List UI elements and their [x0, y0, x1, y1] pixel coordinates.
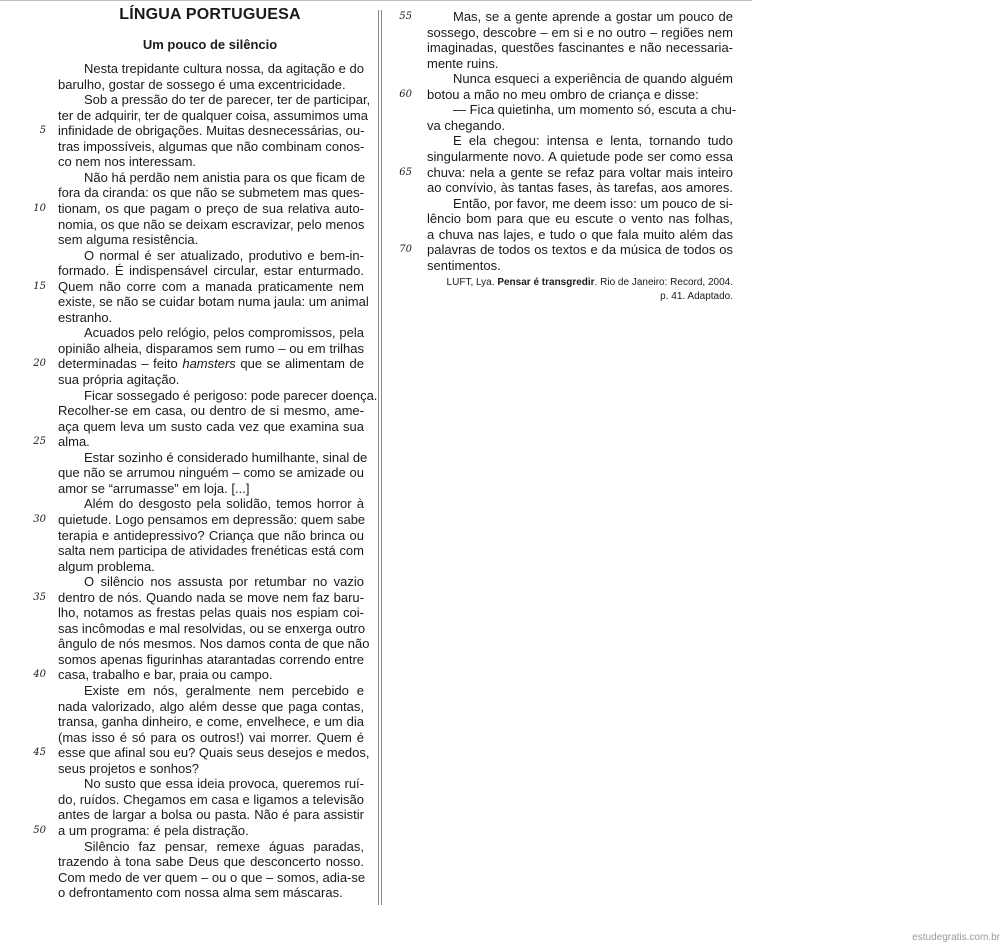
text-line: botou a mão no meu ombro de criança e disse:	[427, 87, 699, 102]
citation-publisher: . Rio de Janeiro: Record, 2004.	[594, 277, 733, 288]
text-line: algum problema.	[58, 559, 155, 574]
text-line: nada valorizado, algo além desse que paga contas,	[58, 699, 364, 714]
line-number: 35	[33, 592, 46, 603]
line-number: 15	[33, 281, 46, 292]
text-line: salta nem participa de atividades frenéticas está com	[58, 543, 364, 558]
text-line: Nunca esqueci a experiência de quando alguém	[453, 71, 733, 86]
text-line: lêncio bom para que eu escute o vento nas folhas,	[427, 211, 733, 226]
text-line: Silêncio faz pensar, remexe águas paradas,	[84, 839, 364, 854]
text-line: casa, trabalho e bar, praia ou campo.	[58, 667, 273, 682]
text-line: Recolher-se em casa, ou dentro de si mesmo, ame-	[58, 403, 364, 418]
text-line: (mas isso é só para os outros!) vai morrer. Quem é	[58, 730, 364, 745]
citation	[427, 276, 733, 290]
text-line: transa, ganha dinheiro, e come, envelhece, e um dia	[58, 714, 364, 729]
text-line: a um programa: é pela distração.	[58, 823, 249, 838]
line-number: 30	[33, 514, 46, 525]
text-line: sossego, descobre – em si e no outro – regiões nem	[427, 25, 733, 40]
text-line: sem alguma resistência.	[58, 232, 199, 247]
text-line: nomia, os que não se deixam escravizar, pelo menos	[58, 217, 365, 232]
text-line: Então, por favor, me deem isso: um pouco de si-	[453, 196, 733, 211]
text-line: opinião alheia, disparamos sem rumo – ou em trilhas	[58, 341, 364, 356]
text-line: aça quem leva um susto cada vez que examina sua	[58, 419, 364, 434]
line-number: 55	[399, 11, 412, 22]
watermark: estudegratis.com.br	[912, 932, 1000, 943]
text-line: singularmente novo. A quietude pode ser como essa	[427, 149, 733, 164]
text-line: que não se arrumou ninguém – como se amizade ou	[58, 465, 364, 480]
text-line: imaginadas, questões fascinantes e não necessaria-	[427, 40, 733, 55]
text-line: mente ruins.	[427, 56, 499, 71]
line-number: 5	[39, 125, 46, 136]
text-line: Além do desgosto pela solidão, temos horror à	[84, 496, 364, 511]
text-line: sas incômodas e mal resolvidas, ou se enxerga outro	[58, 621, 366, 636]
text-line: ângulo de nós mesmos. Nos damos conta de que não	[58, 636, 370, 651]
text-line: No susto que essa ideia provoca, queremos ruí-	[84, 776, 364, 791]
text-line: o defrontamento com nossa alma sem máscaras.	[58, 885, 343, 900]
text-line: Mas, se a gente aprende a gostar um pouco de	[453, 9, 733, 24]
text-line: chuva: nela a gente se refaz para voltar mais inteiro	[427, 165, 733, 180]
text-line: Existe em nós, geralmente nem percebido e	[84, 683, 364, 698]
text-line: O silêncio nos assusta por retumbar no vazio	[84, 574, 364, 589]
text-line: estranho.	[58, 310, 113, 325]
citation-page: p. 41. Adaptado.	[660, 291, 733, 302]
text-line: va chegando.	[427, 118, 506, 133]
text-line: Não há perdão nem anistia para os que ficam de	[84, 170, 366, 185]
text-line: Estar sozinho é considerado humilhante, sinal de	[84, 450, 368, 465]
line-number: 20	[33, 358, 46, 369]
text-line: E ela chegou: intensa e lenta, tornando tudo	[453, 133, 733, 148]
text-line: amor se “arrumasse” em loja. [...]	[58, 481, 250, 496]
text-line: Quem não corre com a manada praticamente nem	[58, 279, 364, 294]
text-line: seus projetos e sonhos?	[58, 761, 199, 776]
citation-author: LUFT, Lya.	[446, 277, 498, 288]
text-line: infinidade de obrigações. Muitas desnecessárias, ou-	[58, 123, 365, 138]
text-line: barulho, gostar de sossego é uma excentricidade.	[58, 77, 346, 92]
text-line: formado. É indispensável circular, estar enturmado.	[58, 263, 364, 278]
line-number: 45	[33, 747, 46, 758]
line-number: 60	[399, 89, 412, 100]
text-line: Nesta trepidante cultura nossa, da agitação e do	[84, 61, 364, 76]
line-number: 70	[399, 244, 412, 255]
text-line: palavras de todos os textos e da música de todos os	[427, 242, 733, 257]
text-line: Sob a pressão do ter de parecer, ter de participar,	[84, 92, 371, 107]
line-number: 65	[399, 167, 412, 178]
text-title: Um pouco de silêncio	[142, 37, 278, 52]
text-line: tionam, os que pagam o preço de sua relativa auto-	[58, 201, 364, 216]
top-rule	[0, 0, 752, 1]
text-line: trazendo à tona sabe Deus que desconcerto nosso.	[58, 854, 364, 869]
text-line: O normal é ser atualizado, produtivo e bem-in-	[84, 248, 364, 263]
text-line: Ficar sossegado é perigoso: pode parecer doença.	[84, 388, 378, 403]
text-line: determinadas – feito hamsters que se alimentam de	[58, 356, 365, 371]
line-number: 10	[33, 203, 46, 214]
text-line: tras impossíveis, algumas que não combinam conos-	[58, 139, 365, 154]
text-line: Com medo de ver quem – ou o que – somos, adia-se	[58, 870, 366, 885]
text-line: existe, se não se cuidar botam numa jaula: um animal	[58, 294, 369, 309]
text-line: alma.	[58, 434, 90, 449]
text-line: quietude. Logo pensamos em depressão: quem sabe	[58, 512, 366, 527]
text-line: somos apenas figurinhas atarantadas correndo entre	[58, 652, 364, 667]
column-divider	[378, 10, 382, 905]
text-line: co nem nos interessam.	[58, 154, 197, 169]
line-number: 25	[33, 436, 46, 447]
page-title: LÍNGUA PORTUGUESA	[119, 6, 301, 23]
text-line: lho, notamos as frestas pelas quais nos espiam coi-	[58, 605, 364, 620]
text-line: Acuados pelo relógio, pelos compromissos, pela	[84, 325, 364, 340]
line-number: 40	[33, 669, 46, 680]
text-line: antes de largar a bolsa ou pasta. Não é para assistir	[58, 807, 364, 822]
text-line: a chuva nas lajes, e tudo o que fala muito além das	[427, 227, 733, 242]
text-line: ao convívio, às tantas fases, às tarefas, aos amores.	[427, 180, 733, 195]
text-line: sentimentos.	[427, 258, 501, 273]
text-line: — Fica quietinha, um momento só, escuta a chu-	[453, 102, 737, 117]
text-line: sua própria agitação.	[58, 372, 180, 387]
text-line: dentro de nós. Quando nada se move nem faz baru-	[58, 590, 364, 605]
text-line: do, ruídos. Chegamos em casa e ligamos a televisão	[58, 792, 364, 807]
text-line: terapia e antidepressivo? Criança que não brinca ou	[58, 528, 364, 543]
citation-work: Pensar é transgredir	[497, 277, 595, 288]
text-line: fora da ciranda: os que não se submetem mas ques-	[58, 185, 364, 200]
text-line: esse que afinal sou eu? Quais seus desejos e medos,	[58, 745, 370, 760]
text-line: ter de adquirir, ter de qualquer coisa, assumimos uma	[58, 108, 368, 123]
line-number: 50	[33, 825, 46, 836]
